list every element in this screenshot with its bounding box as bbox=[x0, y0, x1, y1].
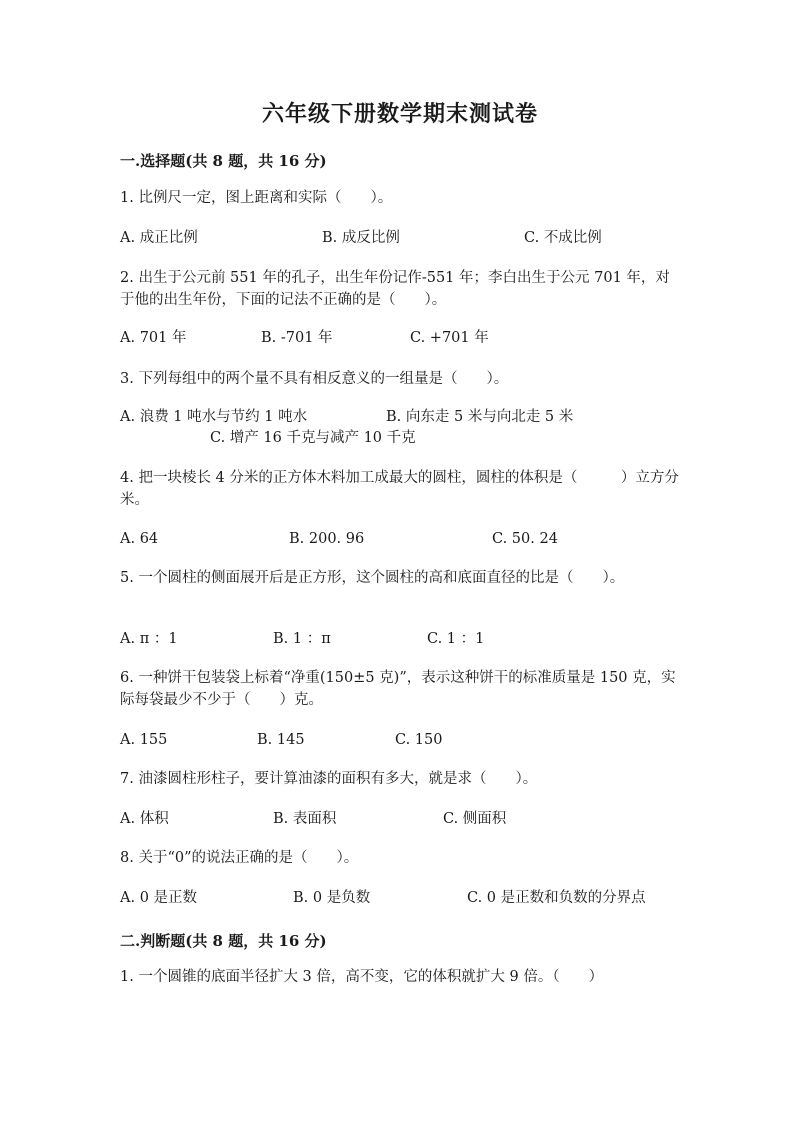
q4-option-b: B. 200. 96 bbox=[289, 531, 365, 547]
section-heading-choice: 一.选择题(共 8 题，共 16 分) bbox=[120, 152, 327, 170]
exam-title: 六年级下册数学期末测试卷 bbox=[261, 101, 538, 127]
judgement-question-1: 1. 一个圆锥的底面半径扩大 3 倍，高不变，它的体积就扩大 9 倍。（ ） bbox=[120, 969, 604, 985]
q3-option-a: A. 浪费 1 吨水与节约 1 吨水 bbox=[120, 409, 308, 425]
question-7: 7. 油漆圆柱形柱子，要计算油漆的面积有多大，就是求（ ）。 bbox=[120, 771, 538, 787]
q5-option-b: B. 1 ：π bbox=[273, 631, 331, 647]
question-4: 4. 把一块棱长 4 分米的正方体木料加工成最大的圆柱，圆柱的体积是（ ）立方分米。 bbox=[120, 470, 679, 508]
question-1: 1. 比例尺一定，图上距离和实际（ ）。 bbox=[120, 190, 393, 206]
q6-option-a: A. 155 bbox=[120, 732, 168, 748]
q6-option-c: C. 150 bbox=[395, 732, 443, 748]
q1-option-b: B. 成反比例 bbox=[322, 230, 400, 246]
question-8: 8. 关于“0”的说法正确的是（ ）。 bbox=[120, 850, 359, 866]
q7-option-a: A. 体积 bbox=[120, 811, 169, 827]
section-heading-judgement: 二.判断题(共 8 题，共 16 分) bbox=[120, 932, 327, 950]
q2-option-b: B. -701 年 bbox=[261, 330, 333, 346]
question-2: 2. 出生于公元前 551 年的孔子，出生年份记作-551 年；李白出生于公元 701 年，对于他的出生年份，下面的记法不正确的是（ ）。 bbox=[120, 270, 670, 308]
question-5: 5. 一个圆柱的侧面展开后是正方形，这个圆柱的高和底面直径的比是（ ）。 bbox=[120, 570, 625, 586]
question-6: 6. 一种饼干包装袋上标着“净重(150±5 克)”，表示这种饼干的标准质量是 150 克，实际每袋最少不少于（ ）克。 bbox=[120, 670, 676, 708]
question-3: 3. 下列每组中的两个量不具有相反意义的一组量是（ ）。 bbox=[120, 371, 509, 387]
q8-option-c: C. 0 是正数和负数的分界点 bbox=[467, 890, 646, 906]
q5-option-c: C. 1 ：1 bbox=[427, 631, 485, 647]
q4-option-c: C. 50. 24 bbox=[492, 531, 558, 547]
q2-option-a: A. 701 年 bbox=[120, 330, 187, 346]
q4-option-a: A. 64 bbox=[120, 531, 159, 547]
q2-option-c: C. +701 年 bbox=[410, 330, 489, 346]
q3-option-c: C. 增产 16 千克与减产 10 千克 bbox=[210, 430, 416, 446]
q3-option-b: B. 向东走 5 米与向北走 5 米 bbox=[386, 409, 574, 425]
q5-option-a: A. π ：1 bbox=[120, 631, 178, 647]
q7-option-c: C. 侧面积 bbox=[443, 811, 507, 827]
q7-option-b: B. 表面积 bbox=[273, 811, 337, 827]
q8-option-b: B. 0 是负数 bbox=[293, 890, 371, 906]
q1-option-a: A. 成正比例 bbox=[120, 230, 198, 246]
q1-option-c: C. 不成比例 bbox=[524, 230, 602, 246]
q8-option-a: A. 0 是正数 bbox=[120, 890, 198, 906]
q6-option-b: B. 145 bbox=[257, 732, 305, 748]
